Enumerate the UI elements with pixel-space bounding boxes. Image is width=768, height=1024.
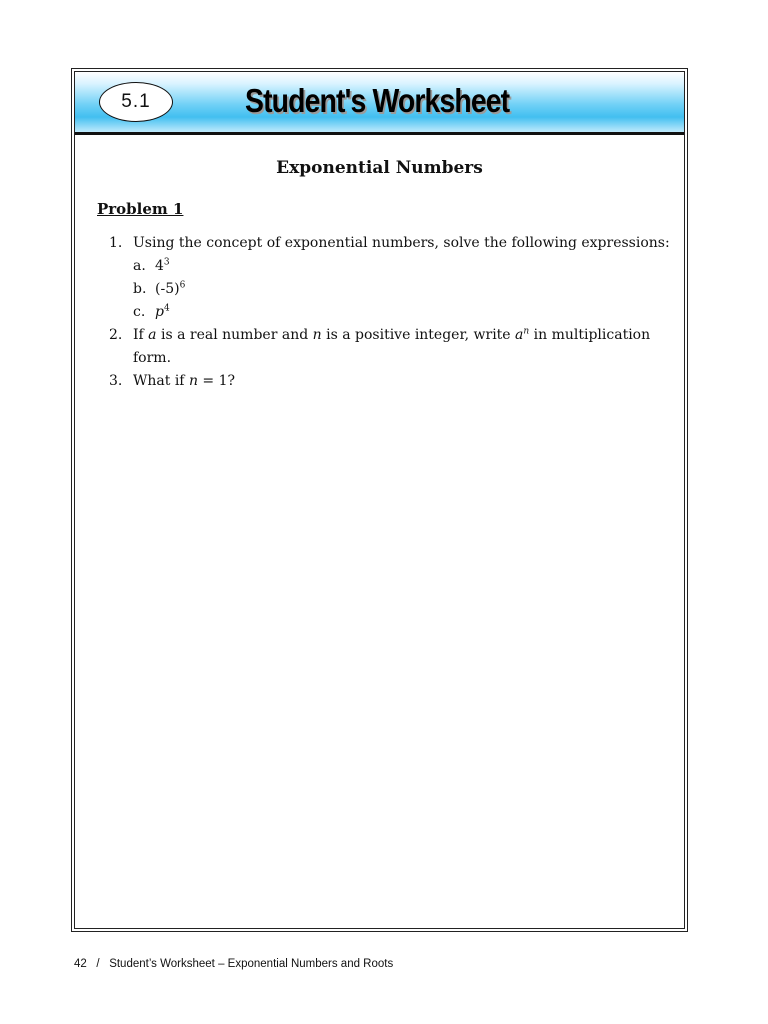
item-text [133, 370, 674, 393]
footer-separator: / [96, 958, 100, 970]
sub-item-letter: c. [133, 304, 146, 320]
worksheet-frame [71, 68, 688, 932]
item-text-continuation: form. [133, 350, 172, 366]
variable-n: n [188, 373, 198, 389]
list-item [109, 232, 674, 255]
footer-text: Student’s Worksheet – Exponential Numbers and Roots [109, 958, 394, 970]
expression-exponent: 4 [163, 303, 170, 314]
list-item-continuation [109, 347, 674, 370]
item-text: Using the concept of exponential numbers, solve the following expressions: [133, 235, 670, 251]
list-item [109, 324, 674, 347]
text-segment: is a positive integer, write [321, 327, 516, 343]
expression-base: p [155, 304, 164, 320]
expression [155, 301, 674, 324]
item-text [133, 324, 674, 347]
text-segment: is a real number and [156, 327, 313, 343]
expression [155, 255, 674, 278]
expression-exponent: 6 [179, 280, 186, 291]
power-base: a [515, 327, 524, 343]
sub-item [109, 301, 674, 324]
section-number-badge: 5.1 [99, 82, 173, 122]
expression-base: 4 [155, 258, 164, 274]
page-title: Exponential Numbers [276, 158, 483, 178]
expression-base: (-5) [155, 281, 180, 297]
sub-item-letter: b. [133, 281, 147, 297]
text-segment: What if [133, 373, 189, 389]
sub-item [109, 255, 674, 278]
power-exponent: n [523, 326, 530, 337]
worksheet-banner [75, 72, 684, 135]
item-number: 2. [109, 327, 123, 343]
worksheet-inner-border [74, 71, 685, 929]
problem-heading: Problem 1 [97, 200, 184, 218]
variable-n: n [312, 327, 322, 343]
item-number: 3. [109, 373, 123, 389]
variable-a: a [148, 327, 157, 343]
list-item [109, 370, 674, 393]
expression-exponent: 3 [163, 257, 170, 268]
text-segment: If [133, 327, 149, 343]
banner-title: Student's Worksheet [245, 82, 510, 119]
sub-item-letter: a. [133, 258, 146, 274]
text-segment: in multiplication [529, 327, 651, 343]
sub-item [109, 278, 674, 301]
page-number: 42 [74, 958, 87, 970]
page-footer [74, 958, 393, 970]
expression [155, 278, 674, 301]
text-segment: = 1? [197, 373, 236, 389]
problem-list [109, 232, 674, 393]
item-number: 1. [109, 235, 123, 251]
